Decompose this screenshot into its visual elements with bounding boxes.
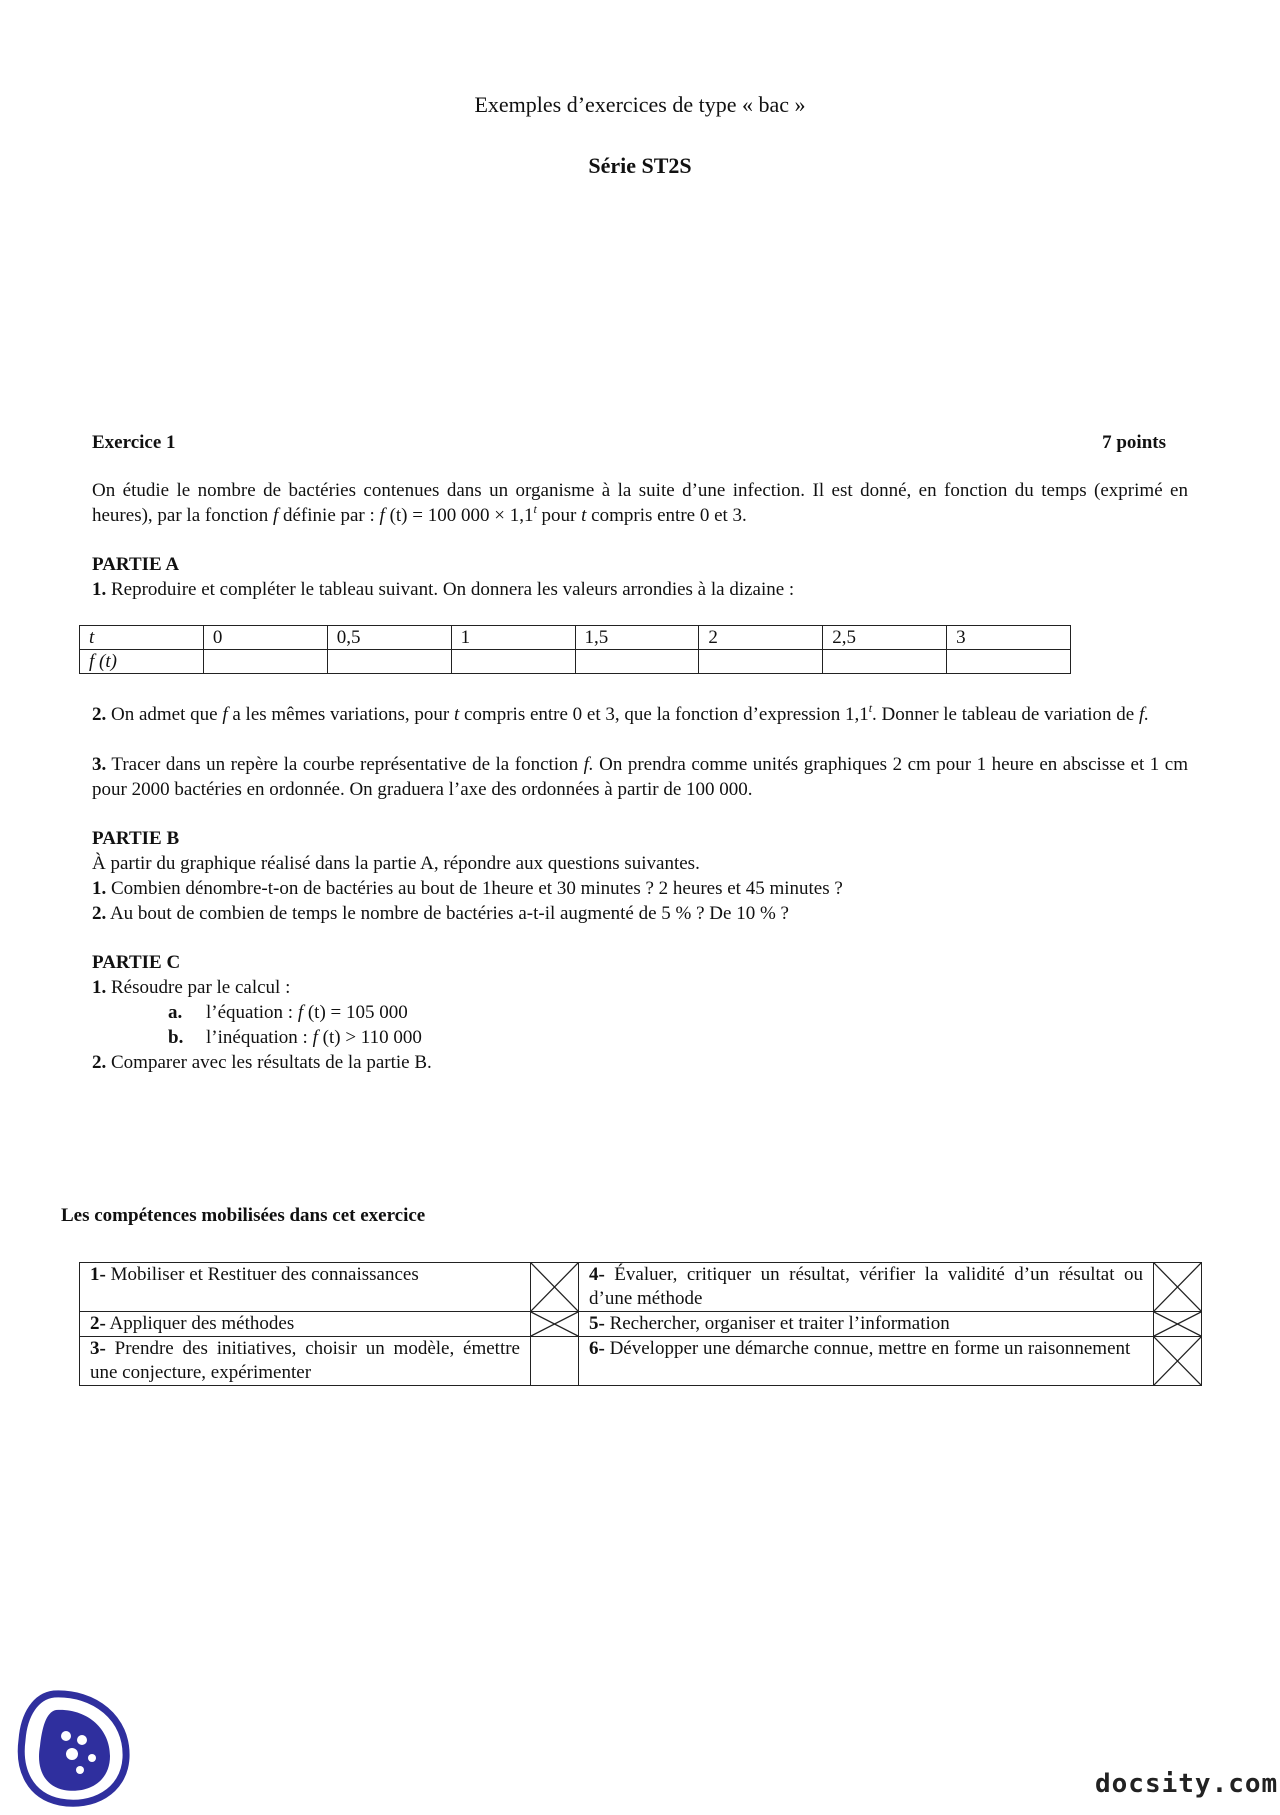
row-label-t: t	[80, 626, 204, 650]
partie-c-question-1b: b. l’inéquation : f (t) > 110 000	[168, 1027, 422, 1048]
f-value	[327, 650, 451, 674]
document-subtitle: Série ST2S	[588, 153, 692, 178]
competence-4-checkbox	[1154, 1263, 1202, 1312]
t-value: 0	[203, 626, 327, 650]
t-value: 2	[699, 626, 823, 650]
partie-c-question-1: 1. Résoudre par le calcul :	[92, 977, 291, 998]
competence-3-checkbox	[531, 1337, 579, 1386]
competence-6-checkbox	[1154, 1337, 1202, 1386]
partie-b-question-2: 2. Au bout de combien de temps le nombre de bactéries a-t-il augmenté de 5 % ? De 10 % ?	[92, 903, 789, 924]
competence-3: 3- Prendre des initiatives, choisir un modèle, émettre une conjecture, expérimenter	[80, 1337, 531, 1386]
partie-a-question-2: 2. On admet que f a les mêmes variations, pour t compris entre 0 et 3, que la fonction d’expression 1,1$^t$. Donner le tableau de variation de f.	[92, 701, 1150, 725]
table-row	[80, 1337, 1202, 1386]
row-label-f: f (t)	[80, 650, 204, 674]
document-title: Exemples d’exercices de type « bac »	[474, 92, 806, 117]
partie-b-intro: À partir du graphique réalisé dans la partie A, répondre aux questions suivantes.	[92, 853, 700, 874]
f-value	[451, 650, 575, 674]
competences-title: Les compétences mobilisées dans cet exercice	[61, 1205, 426, 1226]
t-value: 1	[451, 626, 575, 650]
f-value	[947, 650, 1071, 674]
f-value	[699, 650, 823, 674]
table-row	[80, 1312, 1202, 1337]
competence-5-checkbox	[1154, 1312, 1202, 1337]
exercise-points: 7 points	[1102, 432, 1166, 453]
competence-6: 6- Développer une démarche connue, mettre en forme un raisonnement	[579, 1337, 1154, 1386]
t-value: 2,5	[823, 626, 947, 650]
table-row	[80, 626, 1071, 650]
exercise-name: Exercice 1	[92, 432, 176, 453]
f-value	[203, 650, 327, 674]
t-value: 0,5	[327, 626, 451, 650]
competence-5: 5- Rechercher, organiser et traiter l’information	[579, 1312, 1154, 1337]
partie-b-question-1: 1. Combien dénombre-t-on de bactéries au bout de 1heure et 30 minutes ? 2 heures et 45 minutes ?	[92, 878, 843, 899]
competence-1: 1- Mobiliser et Restituer des connaissances	[80, 1263, 531, 1312]
cross-mark-icon	[1154, 1312, 1201, 1336]
partie-c-question-1a: a. l’équation : f (t) = 105 000	[168, 1002, 408, 1023]
table-row	[80, 650, 1071, 674]
table-row	[80, 1263, 1202, 1312]
partie-b-heading: PARTIE B	[92, 828, 180, 849]
competences-table	[79, 1262, 1202, 1386]
cross-mark-icon	[1154, 1263, 1201, 1311]
partie-c-heading: PARTIE C	[92, 952, 181, 973]
cross-mark-icon	[1154, 1337, 1201, 1385]
competence-2-checkbox	[531, 1312, 579, 1337]
competence-4: 4- Évaluer, critiquer un résultat, vérifier la validité d’un résultat ou d’une méthode	[579, 1263, 1154, 1312]
docsity-logo-icon	[14, 1688, 134, 1815]
t-value: 1,5	[575, 626, 699, 650]
partie-a-heading: PARTIE A	[92, 554, 180, 575]
cross-mark-icon	[531, 1263, 578, 1311]
partie-a-question-1: 1. Reproduire et compléter le tableau suivant. On donnera les valeurs arrondies à la dizaine :	[92, 579, 795, 600]
t-value: 3	[947, 626, 1071, 650]
exercise-intro: On étudie le nombre de bactéries contenues dans un organisme à la suite d’une infection. Il est donné, en fonction du temps (exprimé en heures), par la fonction f définie par : f (t) = 100 $000 \times 1,1^t$ pour t compris entre 0 et 3.	[92, 480, 1188, 526]
competence-2: 2- Appliquer des méthodes	[80, 1312, 531, 1337]
f-value	[823, 650, 947, 674]
partie-c-question-2: 2. Comparer avec les résultats de la partie B.	[92, 1052, 432, 1073]
brand-watermark: docsity.com	[1095, 1769, 1279, 1799]
f-value	[575, 650, 699, 674]
competence-1-checkbox	[531, 1263, 579, 1312]
values-table	[79, 625, 1071, 674]
cross-mark-icon	[531, 1312, 578, 1336]
exercise-header	[92, 430, 1166, 455]
partie-a-question-3: 3. Tracer dans un repère la courbe représentative de la fonction f. On prendra comme unités graphiques 2 cm pour 1 heure en abscisse et 1 cm pour 2000 bactéries en ordonnée. On graduera l’axe des ordonnées à partir de 100 000.	[92, 754, 1188, 800]
